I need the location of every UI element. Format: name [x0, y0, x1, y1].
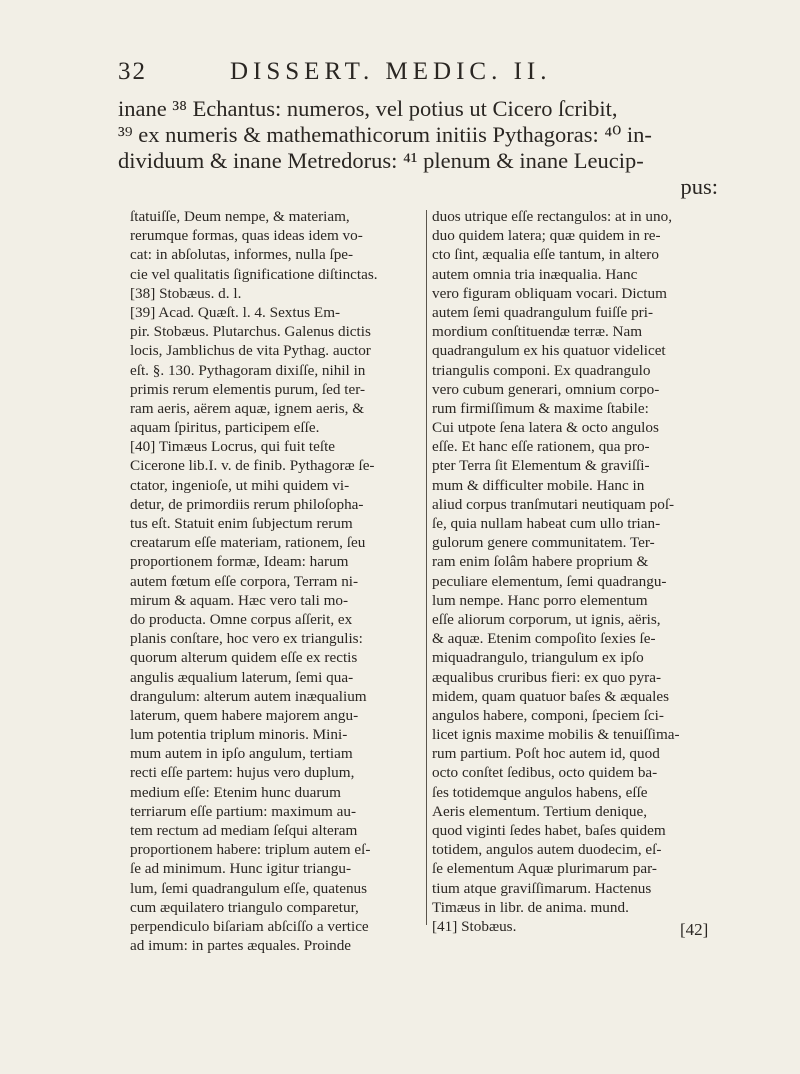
text-line: medium eſſe: Etenim hunc duarum [130, 783, 341, 801]
text-line: laterum, quem habere majorem angu- [130, 706, 359, 724]
text-line: creatarum eſſe materiam, rationem, ſeu [130, 534, 366, 552]
text-line: ſe ad minimum. Hunc igitur triangu- [130, 860, 352, 878]
running-head: DISSERT. MEDIC. II. [230, 58, 552, 85]
text-line: lum, ſemi quadrangulum eſſe, quatenus [130, 879, 368, 897]
text-line: primis rerum elementis purum, ſed ter- [130, 380, 366, 398]
text-line: cat: in abſolutas, informes, nulla ſpe- [130, 246, 354, 264]
text-line: rerumque formas, quas ideas idem vo- [130, 227, 363, 245]
left-column [130, 207, 422, 955]
text-line: Cui utpote ſena latera & octo angulos [432, 419, 659, 437]
text-line: tem rectum ad mediam ſeſqui alteram [130, 822, 358, 839]
page-number: 32 [118, 58, 147, 85]
text-line: totidem, angulos autem duodecim, eſ- [432, 841, 662, 859]
text-line: [41] Stobæus. [432, 917, 517, 935]
top-line: dividuum & inane Metredorus: ⁴¹ plenum & inane Leucip- [118, 148, 644, 173]
text-line: mum autem in ipſo angulum, tertiam [130, 745, 353, 763]
text-line: ſe elementum Aquæ plurimarum par- [432, 860, 657, 878]
text-line: do producta. Omne corpus aſſerit, ex [130, 610, 353, 628]
text-line: octo conſtet ſedibus, octo quidem ba- [432, 764, 658, 782]
top-paragraph [118, 96, 718, 200]
text-line: Cicerone lib.I. v. de finib. Pythagoræ ſe- [130, 457, 375, 475]
text-line: proportionem habere: triplum autem eſ- [130, 841, 371, 859]
catchword: [42] [680, 920, 709, 939]
text-line: angulis æqualium laterum, ſemi qua- [130, 668, 354, 686]
text-line: gulorum genere communitatem. Ter- [432, 534, 655, 552]
text-line: angulos habere, componi, ſpeciem ſci- [432, 706, 664, 724]
text-line: quod viginti ſedes habet, baſes quidem [432, 822, 666, 839]
text-line: ſtatuiſſe, Deum nempe, & materiam, [130, 208, 350, 225]
text-line: mum & difficulter mobile. Hanc in [432, 476, 645, 494]
text-line: ſe, quia nullam habeat cum ullo trian- [432, 515, 661, 532]
text-line: rum firmiſſimum & maxime ſtabile: [432, 399, 649, 417]
right-column [432, 207, 722, 936]
text-line: tium atque graviſſimarum. Hactenus [432, 879, 652, 897]
text-line: locis, Jamblichus de vita Pythag. auctor [130, 342, 371, 360]
text-line: autem omnia tria inæqualia. Hanc [432, 265, 638, 283]
text-line: licet ignis maxime mobilis & tenuiſſima- [432, 726, 680, 744]
text-line: rum partium. Poſt hoc autem id, quod [432, 745, 660, 763]
text-line: ram enim ſolâm habere proprium & [432, 553, 649, 571]
text-line: cie vel qualitatis ſignificatione diſtinctas. [130, 265, 378, 283]
text-line: vero figuram obliquam vocari. Dictum [432, 284, 667, 302]
text-line: Timæus in libr. de anima. mund. [432, 898, 629, 916]
text-line: ſes totidemque angulos habens, eſſe [432, 783, 648, 801]
text-line: peculiare elementum, ſemi quadrangu- [432, 572, 667, 590]
text-line: recti eſſe partem: hujus vero duplum, [130, 764, 355, 782]
text-line: aquam ſpiritus, participem eſſe. [130, 419, 320, 437]
text-line: terriarum eſſe partium: maximum au- [130, 802, 357, 820]
text-line: Aeris elementum. Tertium denique, [432, 802, 648, 820]
text-line: quorum alterum quidem eſſe ex rectis [130, 649, 358, 667]
text-line: midem, quam quatuor baſes & æquales [432, 687, 670, 705]
text-line: drangulum: alterum autem inæqualium [130, 687, 367, 705]
text-line: aliud corpus tranſmutari neutiquam poſ- [432, 495, 675, 513]
text-line: proportionem formæ, Ideam: harum [130, 553, 349, 571]
text-line: planis conſtare, hoc vero ex triangulis: [130, 630, 363, 648]
top-line: ³⁹ ex numeris & mathemathicorum initiis Pythagoras: ⁴⁰ in- [118, 122, 652, 147]
text-line: & aquæ. Etenim compoſito ſexies ſe- [432, 630, 656, 648]
top-line: inane ³⁸ Echantus: numeros, vel potius ut Cicero ſcribit, [118, 96, 618, 121]
text-line: eſt. §. 130. Pythagoram dixiſſe, nihil in [130, 361, 366, 379]
text-line: lum nempe. Hanc porro elementum [432, 591, 648, 609]
text-line: duos utrique eſſe rectangulos: at in uno, [432, 208, 672, 225]
text-line: perpendiculo biſariam abſciſſo a vertice [130, 917, 369, 935]
text-line: eſſe aliorum corporum, ut ignis, aëris, [432, 610, 661, 628]
text-line: æqualibus cruribus fieri: ex quo pyra- [432, 668, 662, 686]
text-line: eſſe. Et hanc eſſe rationem, qua pro- [432, 438, 650, 456]
top-line: pus: [680, 174, 718, 199]
text-line: autem fœtum eſſe corpora, Terram ni- [130, 572, 359, 590]
text-line: miquadrangulo, triangulum ex ipſo [432, 649, 644, 667]
text-line: autem ſemi quadrangulum fuiſſe pri- [432, 303, 653, 321]
text-line: detur, de primordiis rerum philoſopha- [130, 495, 364, 513]
text-line: ram aeris, aërem aquæ, ignem aeris, & [130, 399, 365, 417]
text-line: [40] Timæus Locrus, qui fuit teſte [130, 438, 336, 456]
text-line: mirum & aquam. Hæc vero tali mo- [130, 591, 349, 609]
text-line: lum potentia triplum minoris. Mini- [130, 726, 348, 744]
text-line: vero cubum generari, omnium corpo- [432, 380, 660, 398]
text-line: tus eſt. Statuit enim ſubjectum rerum [130, 515, 353, 532]
text-line: [39] Acad. Quæſt. l. 4. Sextus Em- [130, 303, 341, 321]
column-divider [426, 210, 427, 925]
text-line: pir. Stobæus. Plutarchus. Galenus dictis [130, 323, 371, 341]
text-line: ctator, ingenioſe, ut mihi quidem vi- [130, 476, 350, 494]
text-line: [38] Stobæus. d. l. [130, 284, 242, 302]
text-line: ad imum: in partes æquales. Proinde [130, 937, 352, 955]
text-line: quadrangulum ex his quatuor videlicet [432, 342, 666, 360]
text-line: duo quidem latera; quæ quidem in re- [432, 227, 661, 245]
text-line: pter Terra ſit Elementum & graviſſi- [432, 457, 650, 475]
page-header [118, 58, 718, 92]
text-line: mordium conſtituendæ terræ. Nam [432, 323, 643, 341]
text-line: triangulis componi. Ex quadrangulo [432, 361, 651, 379]
text-line: cto ſint, æqualia eſſe tantum, in altero [432, 246, 659, 264]
text-line: cum æquilatero triangulo comparetur, [130, 898, 359, 916]
